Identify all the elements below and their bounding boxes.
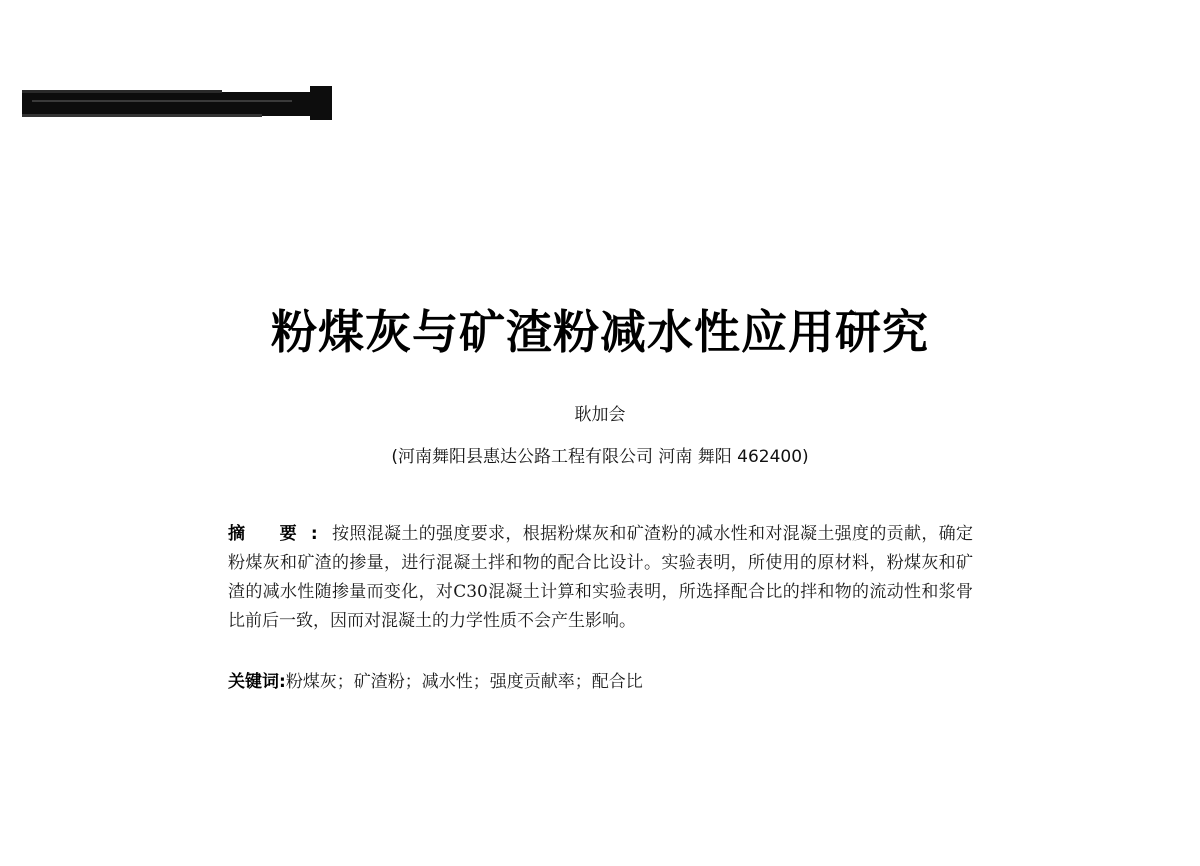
keywords-label: 关键词:: [228, 672, 286, 692]
header-decoration-bar: [22, 86, 332, 120]
author-affiliation: (河南舞阳县惠达公路工程有限公司 河南 舞阳 462400): [391, 447, 809, 467]
keywords-text: 粉煤灰；矿渣粉；减水性；强度贡献率；配合比: [285, 672, 643, 692]
scan-bar-graphic: [22, 86, 332, 120]
abstract: [228, 520, 973, 636]
paper-title: 粉煤灰与矿渣粉减水性应用研究: [271, 305, 929, 359]
author-name: 耿加会: [574, 405, 626, 425]
keywords: [228, 668, 973, 697]
abstract-label: 摘 要:: [228, 524, 332, 544]
abstract-text: 按照混凝土的强度要求，根据粉煤灰和矿渣粉的减水性和对混凝土强度的贡献，确定粉煤灰和矿渣的掺量，进行混凝土拌和物的配合比设计。实验表明，所使用的原材料，粉煤灰和矿渣的减水性随掺量而变化，对C30混凝土计算和实验表明，所选择配合比的拌和物的流动性和浆骨比前后一致，因而对混凝土的力学性质不会产生影响。: [228, 524, 974, 631]
